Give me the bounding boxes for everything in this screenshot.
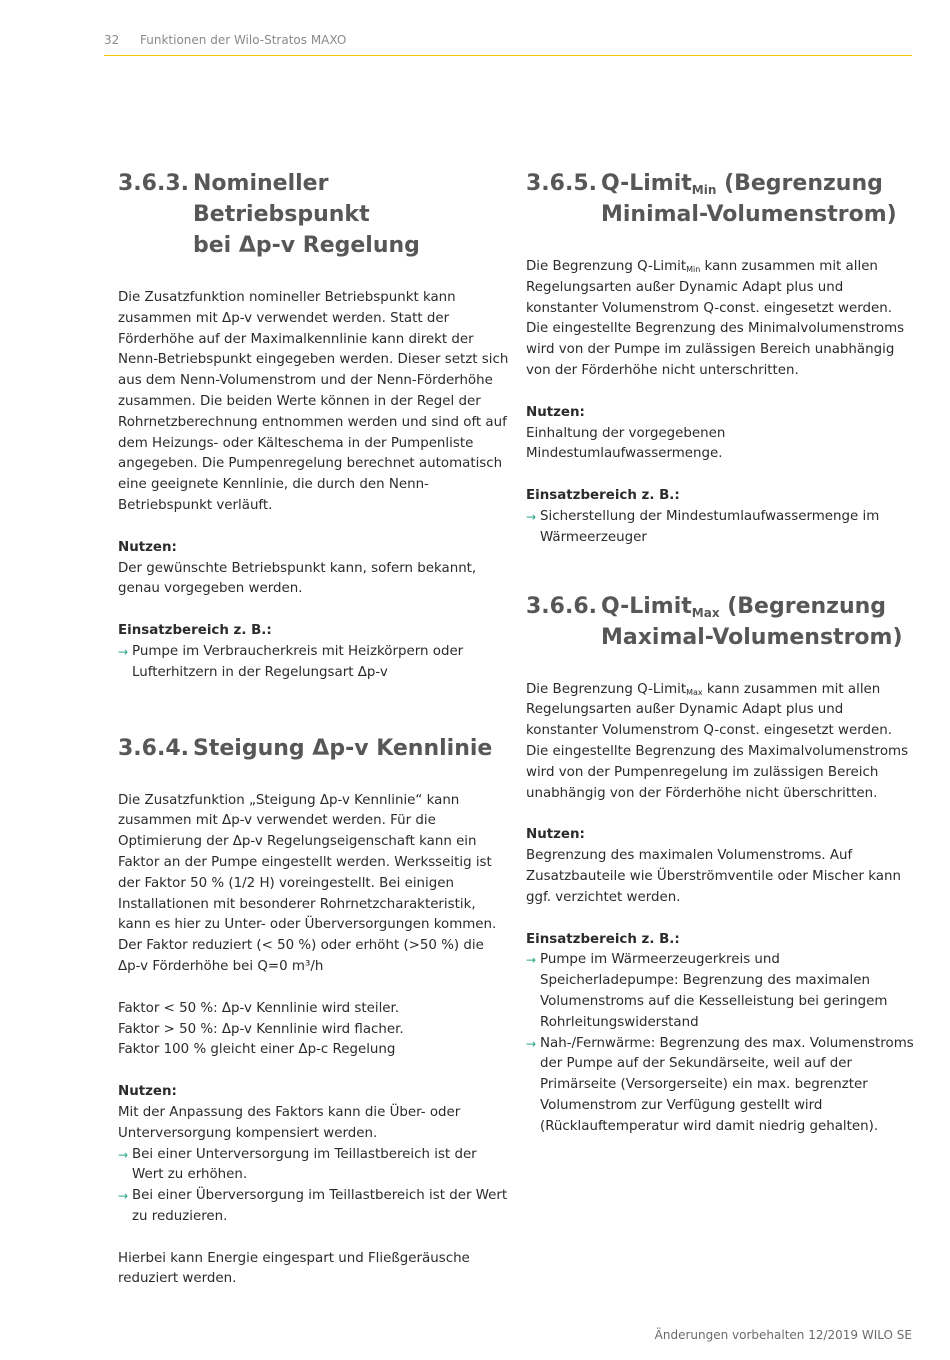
nutzen-label: Nutzen: (526, 827, 585, 843)
section-number: 3.6.5. (526, 171, 597, 196)
list-item: → Bei einer Unterversorgung im Teillastbereich ist der Wert zu erhöhen. (118, 1145, 510, 1187)
section-3-6-5-body: Die Begrenzung Q-Limit$_{Min}$ kann zusammen mit allen Regelungsarten außer Dynamic Adapt plus und konstanter Volumenstrom Q-const. eingesetzt werden. Die eingestellte Begrenzung des Minimalvolumenstroms wird von der Pumpe im zulässigen Bereich unabhängig von der Förderhöhe nicht unterschritten. (526, 259, 905, 378)
title-part: Q-Limit (601, 171, 692, 196)
nutzen-text: Einhaltung der vorgegebenen Mindestumlaufwassermenge. (526, 425, 726, 462)
title-line-2: bei Δp-v Regelung (193, 233, 420, 258)
section-3-6-4-heading (118, 733, 510, 764)
factor-line: Faktor > 50 %: Δp-v Kennlinie wird flacher. (118, 1021, 404, 1037)
section-3-6-5-heading (526, 168, 918, 230)
title-subscript: Min (691, 183, 717, 197)
title-line-2: Minimal-Volumenstrom) (601, 202, 897, 227)
list-item: → Bei einer Überversorgung im Teillastbereich ist der Wert zu reduzieren. (118, 1186, 510, 1228)
section-number: 3.6.4. (118, 735, 189, 761)
nutzen-label: Nutzen: (526, 404, 585, 420)
factor-line: Faktor < 50 %: Δp-v Kennlinie wird steiler. (118, 1000, 400, 1016)
list-item: → Pumpe im Verbraucherkreis mit Heizkörpern oder Lufterhitzern in der Regelungsart Δp-v (118, 642, 510, 684)
factor-line: Faktor 100 % gleicht einer Δp-c Regelung (118, 1042, 396, 1058)
title-part: Q-Limit (601, 593, 692, 619)
page-footer: Änderungen vorbehalten 12/2019 WILO SE (654, 1328, 912, 1342)
title-line-1: Nomineller Betriebspunkt (193, 171, 370, 227)
section-3-6-6-body: Die Begrenzung Q-Limit$_{Max}$ kann zusammen mit allen Regelungsarten außer Dynamic Adapt plus und konstanter Volumenstrom Q-const. eingesetzt werden. Die eingestellte Begrenzung des Maximalvolumenstroms wird von der Pumpenregelung im zulässigen Bereich unabhängig von der Förderhöhe nicht überschritten. (526, 681, 909, 801)
nutzen-text: Mit der Anpassung des Faktors kann die Über- oder Unterversorgung kompensiert werden. (118, 1104, 461, 1141)
einsatz-label: Einsatzbereich z. B.: (526, 488, 680, 504)
einsatz-label: Einsatzbereich z. B.: (118, 623, 272, 639)
section-number: 3.6.3. (118, 171, 189, 196)
title-part: (Begrenzung (719, 593, 887, 619)
title-subscript: Max (691, 605, 720, 620)
nutzen-label: Nutzen: (118, 539, 177, 555)
einsatz-list (526, 950, 918, 1137)
section-3-6-3-heading (118, 168, 510, 261)
nutzen-text: Begrenzung des maximalen Volumenstroms. Auf Zusatzbauteile wie Überströmventile oder Mischer kann ggf. verzichtet werden. (526, 848, 901, 905)
nutzen-list (118, 1145, 510, 1228)
einsatz-label: Einsatzbereich z. B.: (526, 931, 680, 947)
title-line-2: Maximal-Volumenstrom) (601, 624, 903, 650)
list-item: → Nah-/Fernwärme: Begrenzung des max. Volumenstroms der Pumpe auf der Sekundärseite, weil auf der Primärseite (Versorgerseite) ein max. begrenzter Volumenstrom zur Verfügung gestellt wird (Rücklauftemperatur wird damit niedrig gehalten). (526, 1034, 918, 1138)
right-column (526, 168, 918, 1138)
einsatz-list (526, 507, 918, 549)
section-3-6-6-heading (526, 591, 918, 653)
list-item: → Pumpe im Wärmeerzeugerkreis und Speicherladepumpe: Begrenzung des maximalen Volumenstroms auf die Kesselleistung bei geringem Rohrleitungswiderstand (526, 950, 918, 1033)
section-title: Steigung Δp-v Kennlinie (193, 735, 493, 761)
einsatz-list (118, 642, 510, 684)
page-header (104, 33, 912, 56)
left-column (118, 168, 510, 1290)
section-title (193, 168, 510, 261)
page-number: 32 (104, 33, 120, 47)
section-title (601, 591, 918, 653)
closing-text: Hierbei kann Energie eingespart und Fließgeräusche reduziert werden. (118, 1250, 470, 1287)
section-number: 3.6.6. (526, 593, 597, 619)
title-part: (Begrenzung (716, 171, 883, 196)
section-title (601, 168, 918, 230)
list-item: → Sicherstellung der Mindestumlaufwassermenge im Wärmeerzeuger (526, 507, 918, 549)
section-3-6-3-body: Die Zusatzfunktion nomineller Betriebspunkt kann zusammen mit Δp-v verwendet werden. Statt der Förderhöhe auf der Maximalkennlinie kann direkt der Nenn-Betriebspunkt eingegeben werden. Dieser setzt sich aus dem Nenn-Volumenstrom und der Nenn-Förderhöhe zusammen. Die beiden Werte können in der Regel der Rohrnetzberechnung entnommen werden und sind oft auf dem Heizungs- oder Kälteschema in der Pumpenliste angegeben. Die Pumpenregelung berechnet automatisch eine geeignete Kennlinie, die durch den Nenn-Betriebspunkt verläuft. (118, 290, 509, 513)
nutzen-label: Nutzen: (118, 1084, 177, 1100)
section-3-6-4-body: Die Zusatzfunktion „Steigung Δp-v Kennlinie“ kann zusammen mit Δp-v verwendet werden. Für die Optimierung der Δp-v Regelungseigenschaft kann ein Faktor an der Pumpe eingestellt werden. Werksseitig ist der Faktor 50 % (1/2 H) voreingestellt. Bei einigen Installationen mit besonderer Rohrnetzcharakteristik, kann es hier zu Unter- oder Überversorgungen kommen. Der Faktor reduziert (< 50 %) oder erhöht (>50 %) die Δp-v Förderhöhe bei Q=0 m³/h (118, 792, 497, 974)
nutzen-text: Der gewünschte Betriebspunkt kann, sofern bekannt, genau vorgegeben werden. (118, 560, 477, 597)
header-title: Funktionen der Wilo-Stratos MAXO (140, 33, 347, 47)
